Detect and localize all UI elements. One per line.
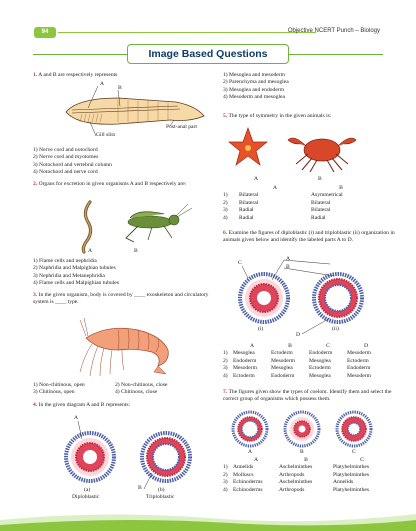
question-text: Organs for excretion in given organisms A and B respectively are:	[38, 181, 187, 187]
label-gill-slits: Gill slits	[96, 132, 116, 138]
row-number: 3)	[223, 479, 228, 486]
q4-options	[223, 72, 395, 102]
col-d: D	[363, 343, 369, 349]
col-a: A	[253, 457, 259, 463]
footer-wave	[0, 506, 416, 531]
cell: Mesoglea	[309, 357, 331, 364]
label-b: B	[134, 248, 138, 254]
cell: Ectoderm	[233, 372, 255, 379]
running-title: Objective NCERT Punch – Biology	[287, 28, 380, 34]
table-row[interactable]	[223, 207, 395, 214]
cell: Platyhelminthes	[333, 486, 370, 493]
question-text: In the given diagram A and B represents:	[38, 402, 131, 408]
cell: Mesoglea	[271, 365, 293, 372]
table-row[interactable]	[223, 192, 395, 199]
question-number: 3.	[33, 292, 38, 298]
question-text: A and B are respectively represents	[38, 72, 118, 78]
option-1[interactable]: 1) Non-chitinous, open	[33, 382, 85, 388]
crab	[288, 138, 356, 172]
col-a: A	[249, 343, 255, 349]
option-2[interactable]: 2) Non-chitinous, close	[115, 382, 168, 388]
question-text: In the given organism, body is covered by ____ exoskeleton and circulatory system is ____ type.	[33, 292, 209, 306]
diplo-triplo-diagrams	[226, 256, 376, 340]
question-number: 4.	[33, 402, 38, 408]
q1-options	[33, 147, 211, 177]
question-text: The type of symmetry in the given animals is:	[228, 113, 332, 119]
cell: Mesoderm	[233, 365, 257, 372]
tag-ii: (ii)	[332, 326, 339, 332]
table-row[interactable]	[223, 373, 395, 380]
q7-table	[223, 457, 395, 494]
question-number: 6.	[223, 230, 228, 236]
cell: Ectoderm	[271, 350, 293, 357]
cell: Arthropods	[279, 471, 305, 478]
row-number: 1)	[223, 192, 228, 199]
option-4[interactable]: 4) Flame cells and Malpighian tubules	[33, 280, 119, 287]
table-row[interactable]	[223, 487, 395, 494]
option-1[interactable]: 1) Flame cells and nephridia	[33, 258, 97, 264]
label-b: B	[286, 264, 290, 270]
cell: Endoderm	[309, 350, 333, 357]
question-number: 5.	[223, 113, 228, 119]
question-6	[223, 230, 395, 245]
cell: Mesoderm	[347, 372, 371, 379]
cell: Annelids	[233, 464, 254, 471]
page-header	[0, 0, 416, 36]
col-a: A	[272, 185, 278, 191]
row-number: 1)	[223, 350, 228, 357]
row-number: 1)	[223, 464, 228, 471]
cell-a: Radial	[239, 214, 254, 221]
col-b: B	[288, 343, 292, 349]
cell-b: Bilateral	[311, 199, 331, 206]
label-b: B	[118, 85, 122, 91]
table-head	[223, 185, 395, 192]
question-5	[223, 113, 395, 120]
row-number: 4)	[223, 214, 228, 221]
coelom-diagrams	[226, 408, 376, 450]
cell: Aschelminthes	[279, 479, 313, 486]
cell: Platyhelminthes	[333, 464, 370, 471]
cell: Molluscs	[233, 471, 254, 478]
label-b: B	[138, 485, 142, 491]
diagram-i	[240, 274, 288, 322]
table-row[interactable]	[223, 464, 395, 471]
worm-and-grasshopper	[68, 198, 198, 254]
cell: Mesoglea	[309, 372, 331, 379]
option-1[interactable]: 1) Mesoglea and mesoderm	[223, 72, 285, 78]
q2-options	[33, 258, 211, 288]
prawn-drawing	[78, 316, 188, 380]
q2-figure	[68, 198, 198, 254]
tag-i: (i)	[258, 326, 264, 332]
row-number: 4)	[223, 372, 228, 379]
option-3[interactable]: 3) Nephridia and Metanephridia	[33, 272, 105, 279]
option-1[interactable]: 1) Nerve cord and notochord	[33, 147, 98, 153]
prawn-figure	[78, 316, 188, 380]
option-3[interactable]: 3) Chitinous, open	[33, 389, 75, 396]
caption-triploblastic: Triploblastic	[146, 494, 175, 500]
col-c: C	[360, 457, 364, 463]
table-head	[223, 457, 395, 464]
row-number: 2)	[223, 357, 228, 364]
table-row[interactable]	[223, 200, 395, 207]
table-row[interactable]	[223, 472, 395, 479]
q5-figure	[226, 124, 376, 184]
section-title: Image Based Questions	[127, 44, 289, 64]
triploblastic-diagram	[142, 433, 190, 481]
cell-b: Radial	[311, 214, 326, 221]
q7-figure	[226, 408, 376, 458]
cell: Mesoglea	[233, 350, 255, 357]
coelom-c	[337, 412, 371, 446]
cell: Arthropods	[279, 486, 305, 493]
question-number: 2.	[33, 181, 38, 187]
cell: Aschelminthes	[279, 464, 313, 471]
row-number: 3)	[223, 365, 228, 372]
col-b: B	[339, 185, 343, 191]
option-2[interactable]: 2) Nerve cord and myotomes	[33, 154, 99, 161]
cell: Ectoderm	[347, 357, 369, 364]
coelom-b	[285, 412, 319, 446]
tag-a: (a)	[84, 487, 91, 493]
label-a: A	[254, 176, 259, 182]
row-number: 2)	[223, 199, 228, 206]
question-4	[33, 402, 211, 409]
option-4[interactable]: 4) Chitinous, close	[115, 389, 158, 396]
label-a: A	[248, 449, 253, 455]
table-head	[223, 343, 395, 350]
cell: Echinoderms	[233, 479, 263, 486]
question-text: Examine the figures of diploblastic (i) and triploblastic (ii) organization in animals given below and identify the labeled parts A to D.	[223, 230, 395, 244]
tag-b: (b)	[158, 487, 165, 493]
cell: Platyhelminthes	[333, 471, 370, 478]
label-a: A	[88, 248, 93, 254]
cell: Endoderm	[233, 357, 257, 364]
cell: Endoderm	[271, 372, 295, 379]
option-2[interactable]: 2) Parenchyma and mesoglea	[223, 79, 289, 86]
cell-a: Bilateral	[239, 199, 259, 206]
question-3	[33, 292, 211, 307]
q3-options	[33, 382, 211, 397]
table-row[interactable]	[223, 358, 395, 365]
question-1	[33, 72, 211, 79]
header-rule	[58, 32, 316, 33]
left-column	[33, 72, 211, 79]
cell-a: Bilateral	[239, 192, 259, 199]
caption-diploblastic: Diploblastic	[72, 494, 100, 500]
option-2[interactable]: 2) Naphridia and Malpighian tubules	[33, 265, 116, 272]
label-post-anal: Post-anal part	[166, 124, 197, 130]
page-number: 94	[34, 27, 56, 38]
col-b: B	[304, 457, 308, 463]
starfish-and-crab	[226, 124, 376, 184]
label-b: B	[300, 449, 304, 455]
label-d: D	[296, 332, 301, 338]
diploblastic-diagram	[66, 433, 114, 481]
col-c: C	[326, 343, 330, 349]
amphioxus-drawing	[58, 82, 208, 142]
option-4[interactable]: 4) Notochord and nerve cord	[33, 169, 98, 176]
cell-b: Bilateral	[311, 207, 331, 214]
label-c: C	[238, 260, 242, 266]
amphioxus-figure	[58, 82, 208, 142]
question-7	[223, 389, 395, 404]
row-number: 4)	[223, 486, 228, 493]
option-3[interactable]: 3) Mesoglea and endoderm	[223, 86, 285, 93]
diagram-ii	[314, 274, 362, 322]
label-a: A	[100, 81, 105, 87]
row-number: 2)	[223, 471, 228, 478]
q4-figure	[60, 413, 200, 501]
q6-figure	[226, 256, 376, 340]
question-text: The figures given show the types of coelom. Identify them and select the correct group of organisms which possess them.	[223, 389, 392, 403]
q5-table	[223, 185, 395, 222]
label-a: A	[286, 256, 291, 262]
q6-table	[223, 343, 395, 380]
table-row[interactable]	[223, 215, 395, 222]
option-4[interactable]: 4) Mesoderm and mesoglea	[223, 94, 285, 101]
cell: Mesoderm	[271, 357, 295, 364]
question-number: 7.	[223, 389, 228, 395]
question-2	[33, 181, 211, 188]
table-row[interactable]	[223, 350, 395, 357]
cell: Ectoderm	[309, 365, 331, 372]
title-rule-right	[289, 54, 383, 55]
cell: Echinoderms	[233, 486, 263, 493]
cell-a: Radial	[239, 207, 254, 214]
title-rule-left	[33, 54, 127, 55]
table-row[interactable]	[223, 365, 395, 372]
table-row[interactable]	[223, 479, 395, 486]
cell: Endoderm	[347, 365, 371, 372]
coelom-a	[233, 412, 267, 446]
label-b: B	[318, 176, 322, 182]
cell-b: Asymmetrical	[311, 192, 343, 199]
question-number: 1.	[33, 72, 38, 78]
starfish	[229, 128, 267, 165]
label-c: C	[352, 449, 356, 455]
row-number: 3)	[223, 207, 228, 214]
page-footer	[0, 506, 416, 531]
cell: Mesoderm	[347, 350, 371, 357]
option-3[interactable]: 3) Notochord and vertebral column	[33, 161, 112, 168]
cell: Annelids	[333, 479, 354, 486]
germ-layer-diagrams	[60, 413, 200, 501]
label-a: A	[74, 415, 79, 421]
